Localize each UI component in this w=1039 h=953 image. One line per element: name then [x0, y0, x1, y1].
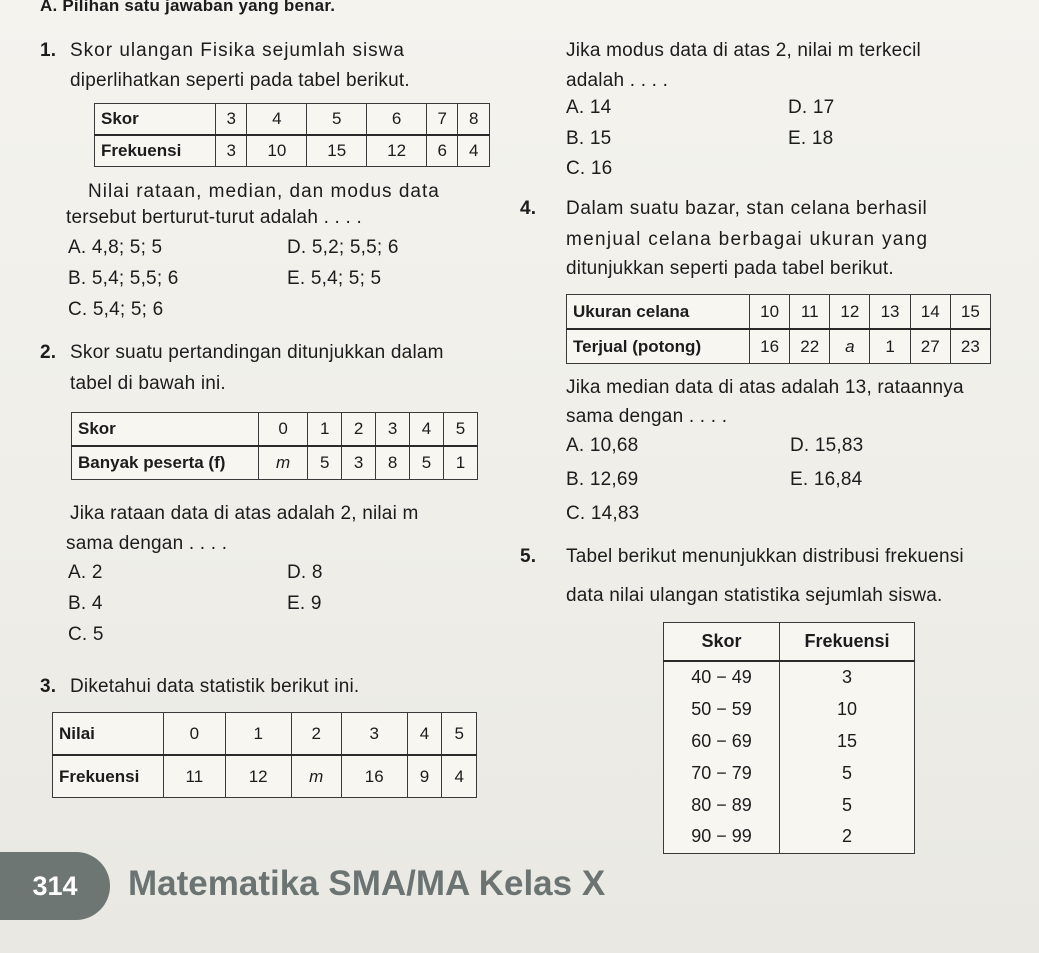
q1-option-b[interactable]: B. 5,4; 5,5; 6	[68, 268, 179, 289]
q4-table-header-ukuran: Ukuran celana	[567, 295, 750, 330]
q3-question-line2: adalah . . . .	[566, 70, 669, 91]
q2-line1: Skor suatu pertandingan ditunjukkan dalam	[70, 342, 444, 363]
table-cell: 12	[367, 135, 427, 167]
q4-line3: ditunjukkan seperti pada tabel berikut.	[566, 258, 894, 279]
q2-number: 2.	[40, 342, 57, 363]
q1-line1: Skor ulangan Fisika sejumlah siswa	[70, 40, 405, 61]
q1-table-row-frekuensi	[95, 135, 490, 167]
q3-option-c[interactable]: C. 16	[566, 158, 613, 179]
table-cell: 70 − 79	[664, 757, 780, 789]
table-cell: 12	[830, 295, 870, 330]
table-cell: 15	[950, 295, 990, 330]
q3-option-b[interactable]: B. 15	[566, 128, 612, 149]
page-number: 314	[32, 870, 78, 901]
q1-question-line2: tersebut berturut-turut adalah . . . .	[66, 207, 362, 228]
table-row	[664, 757, 915, 789]
table-cell: m	[291, 755, 341, 798]
table-cell: 13	[870, 295, 910, 330]
q2-line2: tabel di bawah ini.	[70, 373, 226, 394]
table-row	[664, 694, 915, 726]
q1-question-line1: Nilai rataan, median, dan modus data	[88, 181, 440, 202]
table-cell: 2	[342, 413, 376, 447]
table-cell: 15	[780, 726, 915, 758]
book-title: Matematika SMA/MA Kelas X	[128, 864, 606, 903]
q4-option-b[interactable]: B. 12,69	[566, 469, 639, 490]
q4-option-e[interactable]: E. 16,84	[790, 469, 863, 490]
q3-table-row-nilai	[53, 713, 477, 756]
q1-option-c[interactable]: C. 5,4; 5; 6	[68, 299, 164, 320]
table-cell: 60 − 69	[664, 726, 780, 758]
q3-table-row-frekuensi	[53, 755, 477, 798]
q4-line1: Dalam suatu bazar, stan celana berhasil	[566, 198, 928, 219]
q3-question-line1: Jika modus data di atas 2, nilai m terkecil	[566, 40, 921, 61]
table-cell: 14	[910, 295, 950, 330]
table-cell: 16	[750, 329, 790, 364]
section-header: A. Pilihan satu jawaban yang benar.	[40, 0, 336, 15]
table-cell: 5	[308, 446, 342, 480]
q4-option-a[interactable]: A. 10,68	[566, 435, 639, 456]
q1-line2: diperlihatkan seperti pada tabel berikut.	[70, 70, 410, 91]
table-cell: 5	[307, 104, 367, 136]
q5-table-header-frekuensi: Frekuensi	[780, 623, 915, 661]
q1-table-header-skor: Skor	[95, 104, 216, 136]
table-cell: m	[259, 446, 308, 480]
q3-option-d[interactable]: D. 17	[788, 97, 835, 118]
table-cell: 4	[442, 755, 477, 798]
q1-number: 1.	[40, 40, 57, 61]
table-cell: 0	[164, 713, 226, 756]
q3-number: 3.	[40, 676, 57, 697]
table-cell: 10	[247, 135, 307, 167]
table-cell: 3	[780, 661, 915, 694]
table-cell: 1	[444, 446, 478, 480]
q4-number: 4.	[520, 198, 537, 219]
q1-option-e[interactable]: E. 5,4; 5; 5	[287, 268, 382, 289]
table-cell: 80 − 89	[664, 789, 780, 821]
table-cell: 9	[407, 755, 442, 798]
q3-option-a[interactable]: A. 14	[566, 97, 612, 118]
table-cell: 7	[427, 104, 458, 136]
table-cell: 2	[780, 821, 915, 854]
table-row	[664, 821, 915, 854]
q4-table-row-ukuran	[567, 295, 991, 330]
q1-table	[94, 103, 490, 167]
page-number-badge	[0, 852, 110, 920]
q5-table-header-row	[664, 623, 915, 661]
q4-option-c[interactable]: C. 14,83	[566, 503, 640, 524]
table-cell: 4	[410, 413, 444, 447]
table-cell: 6	[427, 135, 458, 167]
table-cell: 8	[458, 104, 490, 136]
q4-question-line2: sama dengan . . . .	[566, 406, 728, 427]
table-cell: 1	[225, 713, 291, 756]
q2-option-a[interactable]: A. 2	[68, 562, 103, 583]
table-cell: 1	[870, 329, 910, 364]
q3-option-e[interactable]: E. 18	[788, 128, 834, 149]
table-cell: 3	[216, 135, 247, 167]
q2-table-row-peserta	[72, 446, 478, 480]
table-cell: 5	[444, 413, 478, 447]
table-cell: 2	[291, 713, 341, 756]
q1-option-d[interactable]: D. 5,2; 5,5; 6	[287, 237, 399, 258]
table-cell: 4	[458, 135, 490, 167]
q5-table-header-skor: Skor	[664, 623, 780, 661]
table-cell: 5	[780, 789, 915, 821]
table-cell: 23	[950, 329, 990, 364]
table-cell: 3	[376, 413, 410, 447]
table-row	[664, 726, 915, 758]
q4-table-header-terjual: Terjual (potong)	[567, 329, 750, 364]
q2-question-line2: sama dengan . . . .	[66, 533, 228, 554]
table-cell: 5	[410, 446, 444, 480]
table-cell: 11	[164, 755, 226, 798]
q3-table	[52, 712, 477, 798]
table-row	[664, 661, 915, 694]
table-cell: 16	[341, 755, 407, 798]
table-cell: 3	[341, 713, 407, 756]
q4-question-line1: Jika median data di atas adalah 13, rataannya	[566, 377, 964, 398]
table-cell: 3	[342, 446, 376, 480]
q2-question-line1: Jika rataan data di atas adalah 2, nilai m	[70, 503, 419, 524]
q2-table-row-skor	[72, 413, 478, 447]
table-cell: 10	[750, 295, 790, 330]
table-cell: 1	[308, 413, 342, 447]
q4-table-row-terjual	[567, 329, 991, 364]
q2-table-header-peserta: Banyak peserta (f)	[72, 446, 259, 480]
table-cell: a	[830, 329, 870, 364]
q2-table	[71, 412, 478, 480]
q5-table	[663, 622, 915, 854]
q4-option-d[interactable]: D. 15,83	[790, 435, 864, 456]
table-cell: 22	[790, 329, 830, 364]
table-cell: 4	[407, 713, 442, 756]
table-cell: 10	[780, 694, 915, 726]
q2-option-e[interactable]: E. 9	[287, 593, 322, 614]
q2-option-b[interactable]: B. 4	[68, 593, 103, 614]
table-cell: 15	[307, 135, 367, 167]
q5-line1: Tabel berikut menunjukkan distribusi frekuensi	[566, 546, 964, 567]
q5-line2: data nilai ulangan statistika sejumlah siswa.	[566, 585, 943, 606]
table-cell: 27	[910, 329, 950, 364]
table-cell: 6	[367, 104, 427, 136]
q4-table	[566, 294, 991, 364]
table-cell: 5	[780, 757, 915, 789]
table-cell: 11	[790, 295, 830, 330]
table-cell: 4	[247, 104, 307, 136]
q2-table-header-skor: Skor	[72, 413, 259, 447]
table-cell: 5	[442, 713, 477, 756]
table-cell: 50 − 59	[664, 694, 780, 726]
q2-option-c[interactable]: C. 5	[68, 624, 104, 645]
q1-option-a[interactable]: A. 4,8; 5; 5	[68, 237, 163, 258]
q3-table-header-nilai: Nilai	[53, 713, 164, 756]
table-cell: 8	[376, 446, 410, 480]
table-cell: 40 − 49	[664, 661, 780, 694]
q3-table-header-frekuensi: Frekuensi	[53, 755, 164, 798]
q2-option-d[interactable]: D. 8	[287, 562, 323, 583]
table-cell: 12	[225, 755, 291, 798]
table-cell: 3	[216, 104, 247, 136]
q3-line1: Diketahui data statistik berikut ini.	[70, 676, 360, 697]
q5-number: 5.	[520, 546, 537, 567]
table-cell: 90 − 99	[664, 821, 780, 854]
q1-table-row-skor	[95, 104, 490, 136]
q1-table-header-frekuensi: Frekuensi	[95, 135, 216, 167]
table-cell: 0	[259, 413, 308, 447]
q4-line2: menjual celana berbagai ukuran yang	[566, 229, 929, 250]
table-row	[664, 789, 915, 821]
